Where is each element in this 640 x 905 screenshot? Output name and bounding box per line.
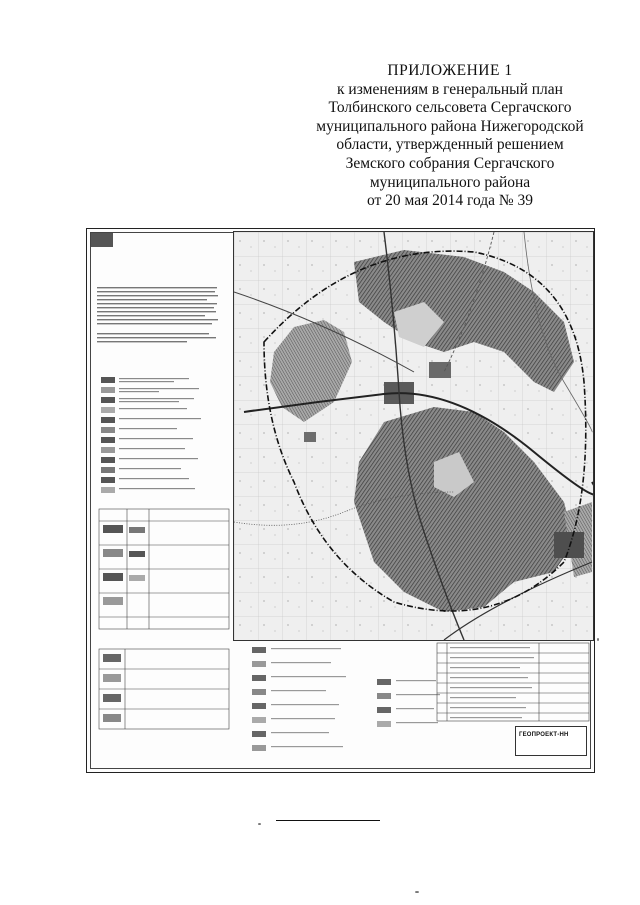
emblem-icon [91, 233, 113, 247]
scan-speck [258, 823, 261, 825]
appendix-line: Толбинского сельсовета Сергачского [328, 99, 572, 117]
map-area [233, 231, 594, 641]
legend-column [91, 233, 229, 729]
company-logo: ГЕОПРОЕКТ-НН [519, 732, 569, 738]
appendix-line: муниципального района Нижегородской [316, 117, 584, 135]
appendix-heading [290, 62, 610, 211]
map-sheet [86, 228, 595, 773]
topographic-map [234, 232, 593, 640]
objects-table [437, 643, 589, 721]
appendix-line: Земского собрания Сергачского [345, 154, 555, 172]
scan-speck [415, 891, 419, 893]
title-block-stamp [515, 726, 587, 756]
appendix-title: ПРИЛОЖЕНИЕ 1 [387, 62, 513, 79]
appendix-line: области, утвержденный решением [336, 136, 564, 154]
signature-line [276, 820, 380, 821]
appendix-line: к изменениям в генеральный план [337, 80, 563, 98]
appendix-date-line: от 20 мая 2014 года № 39 [366, 192, 534, 210]
scan-speck [597, 638, 599, 641]
appendix-line: муниципального района [369, 173, 531, 191]
